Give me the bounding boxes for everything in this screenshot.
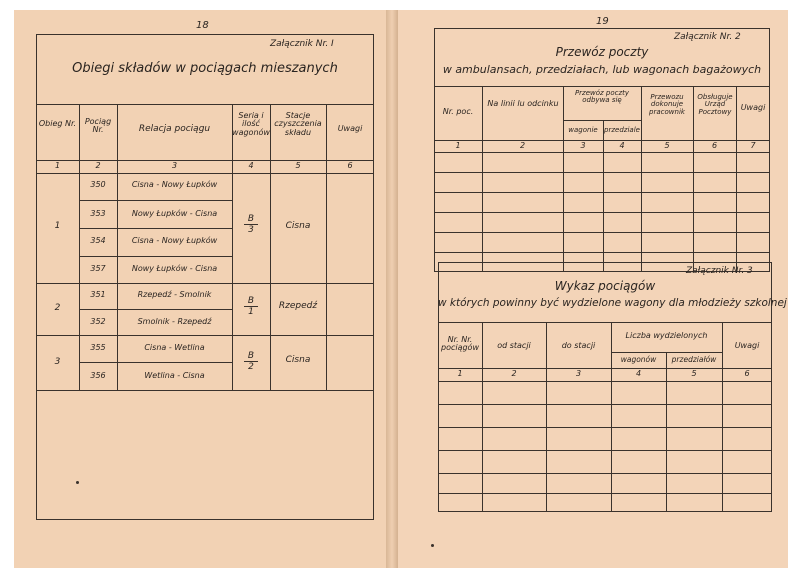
colnum: 6 <box>711 141 718 150</box>
attachment-label-1: Załącznik Nr. I <box>270 39 334 49</box>
cleaning-station: Cisna <box>285 355 311 365</box>
train-route: Cisna - Nowy Łupków <box>131 236 218 245</box>
colnum: 3 <box>575 369 582 378</box>
series-fraction: $\frac{B}{3}$ <box>244 214 258 235</box>
mail-header-wagonie: wagonie <box>568 126 598 134</box>
left-table-frame <box>36 34 374 520</box>
colnum: 1 <box>455 141 461 150</box>
colnum: 2 <box>95 161 101 170</box>
mail-header-office: Obsługuje Urząd Pocztowy <box>697 93 733 116</box>
train-route: Wetlina - Cisna <box>144 371 205 380</box>
colnum: 3 <box>580 141 586 150</box>
page-number-right: 19 <box>596 16 609 27</box>
colnum: 4 <box>248 161 254 170</box>
train-number: 357 <box>90 264 106 273</box>
colnum: 7 <box>750 141 756 150</box>
train-route: Cisna - Wetlina <box>144 343 205 352</box>
students-header-to: do stacji <box>561 341 596 350</box>
header-stacje: Stacje czyszczenia składu <box>274 111 322 137</box>
train-route: Smolnik - Rzepedź <box>137 317 212 326</box>
header-uwagi: Uwagi <box>337 124 363 133</box>
colnum: 4 <box>635 369 642 378</box>
train-number: 355 <box>90 343 106 352</box>
book-gutter <box>386 10 398 568</box>
colnum: 1 <box>54 161 61 170</box>
colnum: 5 <box>691 369 697 378</box>
train-number: 351 <box>90 290 106 299</box>
header-obieg: Obieg Nr. <box>38 119 77 128</box>
students-title-line1: Wykaz pociągów <box>554 279 656 293</box>
series-fraction: $\frac{B}{1}$ <box>244 296 258 317</box>
paper-spot <box>431 544 434 547</box>
colnum: 6 <box>744 369 750 378</box>
cleaning-station: Cisna <box>285 221 311 231</box>
students-header-wagonow: wagonów <box>620 355 657 364</box>
mail-title-line2: w ambulansach, przedziałach, lub wagonach bagażowych <box>442 63 762 76</box>
students-header-nr: Nr. Nr. pociągów <box>440 335 479 353</box>
mail-header-worker: Przewozu dokonuje pracownik <box>649 93 685 116</box>
cleaning-station: Rzepedź <box>278 301 318 311</box>
header-seria: Seria i ilość wagonów <box>232 111 270 137</box>
mail-title-line1: Przewóz poczty <box>555 45 649 59</box>
header-relacja: Relacja pociągu <box>138 124 211 134</box>
header-pociag: Pociąg Nr. <box>84 117 112 135</box>
train-number: 352 <box>90 317 106 326</box>
train-route: Cisna - Nowy Łupków <box>131 180 218 189</box>
obieg-number: 2 <box>54 303 61 313</box>
train-number: 354 <box>90 236 106 245</box>
mail-header-uwagi: Uwagi <box>740 103 766 112</box>
colnum: 1 <box>457 369 463 378</box>
series-fraction: $\frac{B}{2}$ <box>244 351 258 372</box>
students-header-uwagi: Uwagi <box>734 341 760 350</box>
colnum: 3 <box>171 161 178 170</box>
students-header-przedzialow: przedziałów <box>671 355 717 364</box>
train-number: 353 <box>90 209 106 218</box>
colnum: 2 <box>519 141 526 150</box>
train-route: Rzepedź - Smolnik <box>137 290 212 299</box>
train-route: Nowy Łupków - Cisna <box>131 264 218 273</box>
colnum: 5 <box>664 141 670 150</box>
attachment-label-3: Załącznik Nr. 3 <box>686 266 753 276</box>
colnum: 6 <box>347 161 353 170</box>
colnum: 5 <box>295 161 301 170</box>
obieg-number: 3 <box>54 357 61 367</box>
students-title-line2: w których powinny być wydzielone wagony dla młodzieży szkolnej <box>438 297 787 309</box>
students-header-group: Liczba wydzielonych <box>625 331 708 340</box>
train-route: Nowy Łupków - Cisna <box>131 209 218 218</box>
mail-header-line: Na linii lu odcinku <box>487 99 559 108</box>
page-number-left: 18 <box>196 20 209 31</box>
colnum: 4 <box>619 141 625 150</box>
train-number: 356 <box>90 371 106 380</box>
obieg-number: 1 <box>54 221 61 231</box>
left-title: Obiegi składów w pociągach mieszanych <box>72 61 338 76</box>
attachment-label-2: Załącznik Nr. 2 <box>674 32 741 42</box>
students-header-from: od stacji <box>497 341 531 350</box>
paper-spot <box>76 481 79 484</box>
train-number: 350 <box>90 180 106 189</box>
mail-header-group: Przewóz poczty odbywa się <box>574 89 630 105</box>
mail-header-nr-poc: Nr. poc. <box>442 107 474 116</box>
colnum: 2 <box>511 369 517 378</box>
mail-header-przedziale: przedziale <box>604 126 640 134</box>
